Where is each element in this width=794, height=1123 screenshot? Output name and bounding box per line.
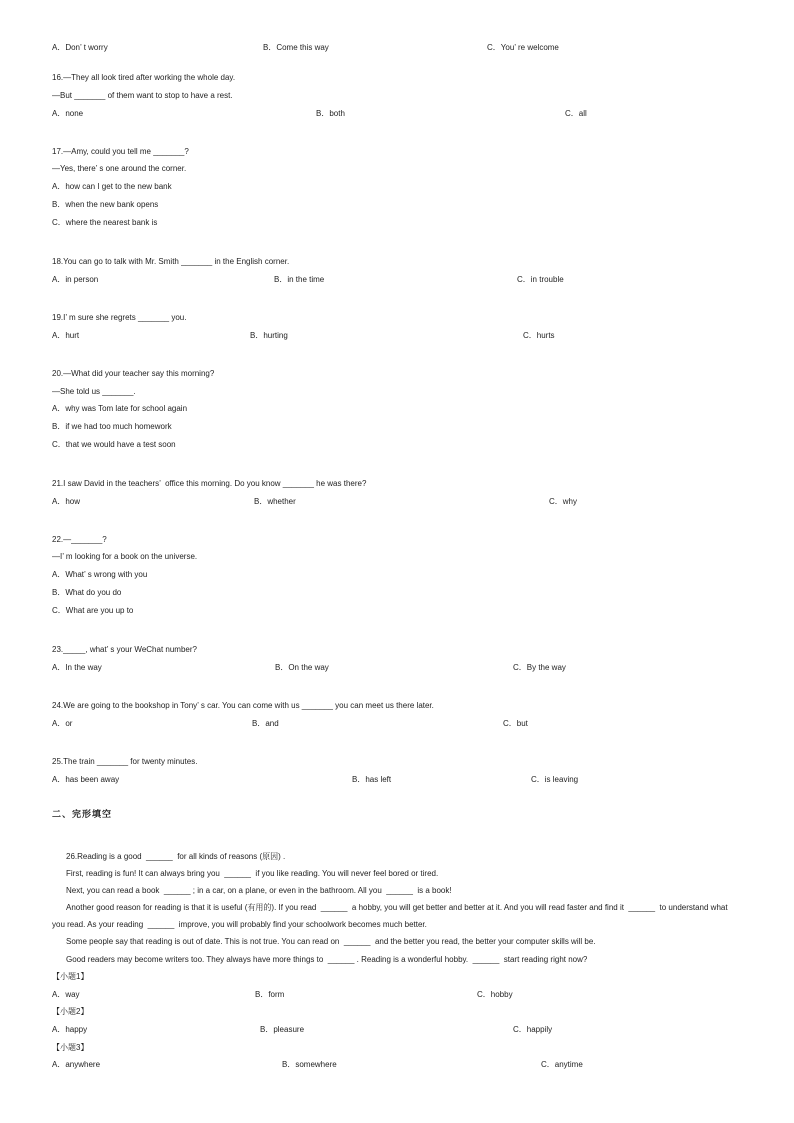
passage-line-6: Some people say that reading is out of date. This is not true. You can read on ______ and the better you read, the better your computer skills will be.: [66, 937, 596, 946]
passage-line-5: you read. As your reading ______ improve, you will probably find your schoolwork becomes much better.: [52, 920, 427, 929]
q24-option-b: B．and: [252, 719, 279, 728]
q20-option-a: A．why was Tom late for school again: [52, 404, 188, 413]
q19-stem: 19.I’ m sure she regrets _______ you.: [52, 313, 187, 322]
q17-option-c: C．where the nearest bank is: [52, 218, 158, 227]
q24-option-c: C．but: [503, 719, 528, 728]
q21-option-c: C．why: [549, 497, 578, 506]
q20-stem: 20.—What did your teacher say this morning?: [52, 369, 215, 378]
q21-stem: 21.I saw David in the teachers’ office this morning. Do you know _______ he was there?: [52, 479, 367, 488]
q22-option-b: B．What do you do: [52, 588, 122, 597]
q18-stem: 18.You can go to talk with Mr. Smith _______ in the English corner.: [52, 257, 290, 266]
q23-option-a: A．In the way: [52, 663, 102, 672]
sub1-label: 【小题1】: [52, 972, 89, 981]
sub1-option-b: B．form: [255, 990, 285, 999]
q18-option-c: C．in trouble: [517, 275, 564, 284]
q21-option-a: A．how: [52, 497, 81, 506]
q19-option-c: C．hurts: [523, 331, 555, 340]
sub3-label: 【小题3】: [52, 1043, 89, 1052]
q20-line2: —She told us _______.: [52, 387, 136, 396]
q20-option-c: C．that we would have a test soon: [52, 440, 176, 449]
q23-option-c: C．By the way: [513, 663, 566, 672]
q25-option-b: B．has left: [352, 775, 392, 784]
q22-option-a: A．What’ s wrong with you: [52, 570, 148, 579]
q15-option-b: B．Come this way: [263, 43, 329, 52]
q17-stem: 17.—Amy, could you tell me _______?: [52, 147, 189, 156]
q16-option-a: A．none: [52, 109, 84, 118]
q17-option-b: B．when the new bank opens: [52, 200, 159, 209]
q22-option-c: C．What are you up to: [52, 606, 134, 615]
sub2-option-a: A．happy: [52, 1025, 88, 1034]
q15-option-c: C．You’ re welcome: [487, 43, 559, 52]
q23-stem: 23._____, what’ s your WeChat number?: [52, 645, 197, 654]
q16-line2: —But _______ of them want to stop to have a rest.: [52, 91, 233, 100]
passage-line-1: 26.Reading is a good ______ for all kinds of reasons (原因) .: [66, 852, 286, 861]
q18-option-a: A．in person: [52, 275, 99, 284]
passage-line-7: Good readers may become writers too. They always have more things to ______ . Reading is a wonderful hobby. ______ start reading right now?: [66, 955, 588, 964]
q22-line2: —I’ m looking for a book on the universe.: [52, 552, 198, 561]
q15-option-a: A．Don’ t worry: [52, 43, 108, 52]
q24-stem: 24.We are going to the bookshop in Tony’ s car. You can come with us _______ you can meet us there later.: [52, 701, 434, 710]
passage-line-4: Another good reason for reading is that it is useful (有用的). If you read ______ a hobby, you will get better and better at it. And you will read faster and find it ______ to understand what: [66, 903, 728, 912]
q18-option-b: B．in the time: [274, 275, 325, 284]
q22-stem: 22.—_______?: [52, 535, 107, 544]
q19-option-a: A．hurt: [52, 331, 80, 340]
sub1-option-a: A．way: [52, 990, 80, 999]
q16-option-b: B．both: [316, 109, 345, 118]
sub2-label: 【小题2】: [52, 1007, 89, 1016]
sub1-option-c: C．hobby: [477, 990, 513, 999]
passage-line-2: First, reading is fun! It can always bring you ______ if you like reading. You will never feel bored or tired.: [66, 869, 439, 878]
q25-stem: 25.The train _______ for twenty minutes.: [52, 757, 198, 766]
sub3-option-b: B．somewhere: [282, 1060, 337, 1069]
q19-option-b: B．hurting: [250, 331, 288, 340]
section-heading: 二、完形填空: [52, 810, 113, 820]
sub3-option-a: A．anywhere: [52, 1060, 101, 1069]
q25-option-a: A．has been away: [52, 775, 120, 784]
q17-option-a: A．how can I get to the new bank: [52, 182, 172, 191]
q16-option-c: C．all: [565, 109, 587, 118]
q20-option-b: B．if we had too much homework: [52, 422, 172, 431]
sub2-option-c: C．happily: [513, 1025, 553, 1034]
q16-stem: 16.—They all look tired after working the whole day.: [52, 73, 236, 82]
q24-option-a: A．or: [52, 719, 73, 728]
q21-option-b: B．whether: [254, 497, 296, 506]
sub3-option-c: C．anytime: [541, 1060, 583, 1069]
passage-line-3: Next, you can read a book ______ ; in a car, on a plane, or even in the bathroom. All you ______ is a book!: [66, 886, 452, 895]
q23-option-b: B．On the way: [275, 663, 329, 672]
sub2-option-b: B．pleasure: [260, 1025, 305, 1034]
q25-option-c: C．is leaving: [531, 775, 579, 784]
q17-line2: —Yes, there’ s one around the corner.: [52, 164, 187, 173]
